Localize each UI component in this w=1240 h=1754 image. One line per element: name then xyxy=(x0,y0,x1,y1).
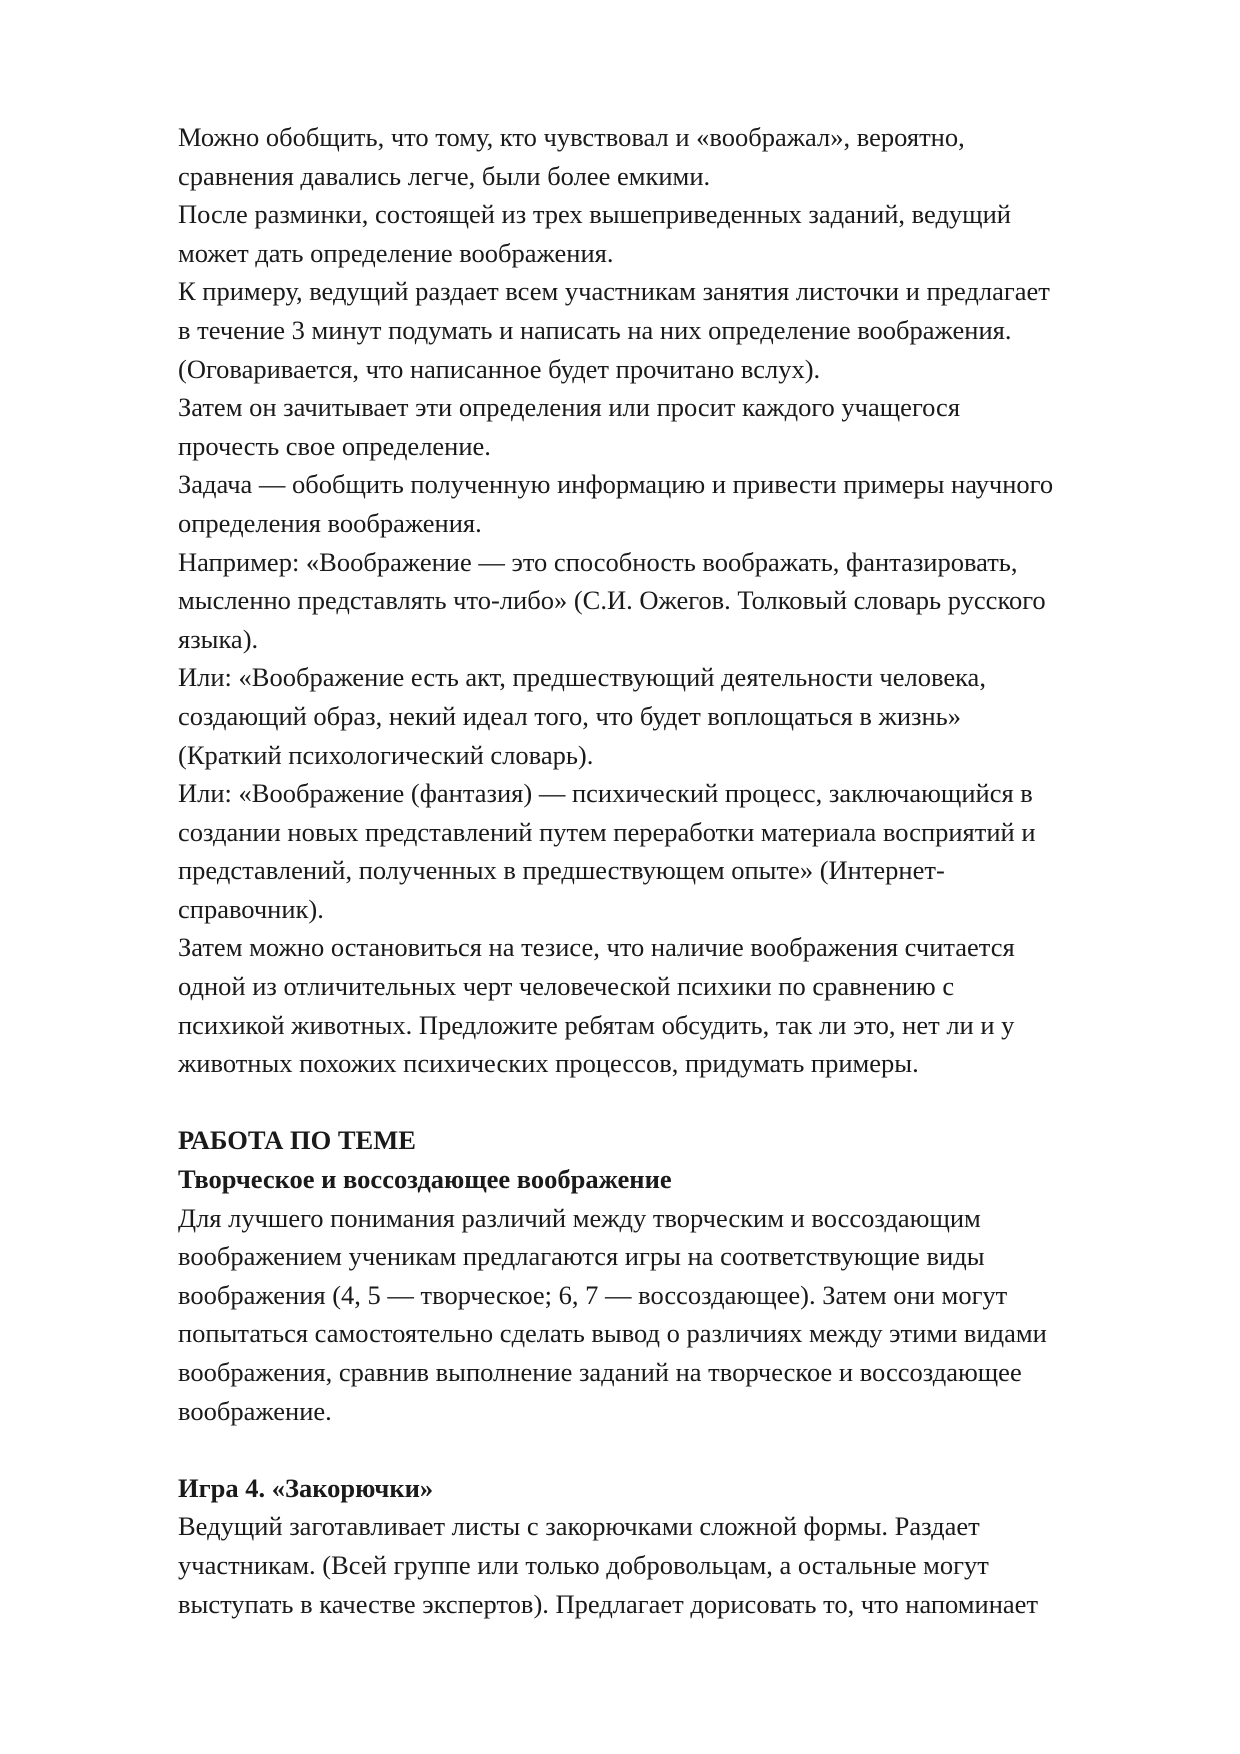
text-line: Можно обобщить, что тому, кто чувствовал и «воображал», вероятно, xyxy=(178,122,965,152)
paragraph-reading xyxy=(178,388,1158,465)
text-line: Ведущий заготавливает листы с закорючками сложной формы. Раздает xyxy=(178,1511,980,1542)
paragraph-summary xyxy=(178,118,1158,195)
text-line: воображения (4, 5 — творческое; 6, 7 — воссоздающее). Затем они могут xyxy=(178,1279,1008,1310)
text-line: Задача — обобщить полученную информацию и привести примеры научного xyxy=(178,469,1054,500)
text-line: (Оговаривается, что написанное будет прочитано вслух). xyxy=(178,353,821,384)
blank-line xyxy=(178,1430,1158,1469)
text-line: представлений, полученных в предшествующем опыте» (Интернет- xyxy=(178,855,945,886)
paragraph-warmup xyxy=(178,195,1158,272)
section-work-on-topic xyxy=(178,1121,1158,1430)
text-line: участникам. (Всей группе или только добровольцам, а остальные могут xyxy=(178,1549,989,1580)
text-line: языка). xyxy=(178,623,259,654)
text-line: одной из отличительных черт человеческой психики по сравнению с xyxy=(178,971,955,1002)
paragraph-task xyxy=(178,465,1158,542)
paragraph-definition-3 xyxy=(178,774,1158,928)
blank-line xyxy=(178,1083,1158,1122)
text-line: Затем он зачитывает эти определения или просит каждого учащегося xyxy=(178,392,961,423)
game-title: Игра 4. «Закорючки» xyxy=(178,1472,434,1503)
text-line: справочник). xyxy=(178,893,324,924)
document-page xyxy=(178,118,1158,1623)
text-line: прочесть свое определение. xyxy=(178,430,491,461)
section-title: РАБОТА ПО ТЕМЕ xyxy=(178,1125,416,1156)
text-line: воображение. xyxy=(178,1395,332,1426)
text-line: Например: «Воображение — это способность воображать, фантазировать, xyxy=(178,546,1018,577)
paragraph-definition-1 xyxy=(178,543,1158,659)
text-line: животных похожих психических процессов, придумать примеры. xyxy=(178,1048,919,1079)
text-line: психикой животных. Предложите ребятам обсудить, так ли это, нет ли и у xyxy=(178,1009,1015,1040)
text-line: попытаться самостоятельно сделать вывод о различиях между этими видами xyxy=(178,1318,1047,1349)
text-line: создающий образ, некий идеал того, что будет воплощаться в жизнь» xyxy=(178,700,962,731)
text-line: в течение 3 минут подумать и написать на них определение воображения. xyxy=(178,314,1012,345)
text-line: мысленно представлять что-либо» (С.И. Ожегов. Толковый словарь русского xyxy=(178,585,1046,616)
paragraph-example xyxy=(178,272,1158,388)
paragraph-thesis xyxy=(178,928,1158,1082)
text-line: К примеру, ведущий раздает всем участникам занятия листочки и предлагает xyxy=(178,276,1050,307)
text-line: Для лучшего понимания различий между творческим и воссоздающим xyxy=(178,1202,981,1233)
text-line: воображения, сравнив выполнение заданий на творческое и воссоздающее xyxy=(178,1357,1022,1387)
text-line: выступать в качестве экспертов). Предлагает дорисовать то, что напоминает xyxy=(178,1588,1039,1619)
text-line: создании новых представлений путем переработки материала восприятий и xyxy=(178,816,1036,847)
section-game-4 xyxy=(178,1469,1158,1623)
paragraph-definition-2 xyxy=(178,658,1158,774)
text-line: сравнения давались легче, были более емкими. xyxy=(178,160,711,191)
text-line: После разминки, состоящей из трех вышеприведенных заданий, ведущий xyxy=(178,199,1011,230)
section-subtitle: Творческое и воссоздающее воображение xyxy=(178,1164,672,1195)
text-line: (Краткий психологический словарь). xyxy=(178,739,594,770)
text-line: Затем можно остановиться на тезисе, что наличие воображения считается xyxy=(178,932,1015,963)
text-line: воображением ученикам предлагаются игры на соответствующие виды xyxy=(178,1241,985,1272)
text-line: может дать определение воображения. xyxy=(178,237,614,268)
text-line: Или: «Воображение есть акт, предшествующий деятельности человека, xyxy=(178,662,986,693)
text-line: определения воображения. xyxy=(178,507,482,538)
text-line: Или: «Воображение (фантазия) — психический процесс, заключающийся в xyxy=(178,778,1033,809)
